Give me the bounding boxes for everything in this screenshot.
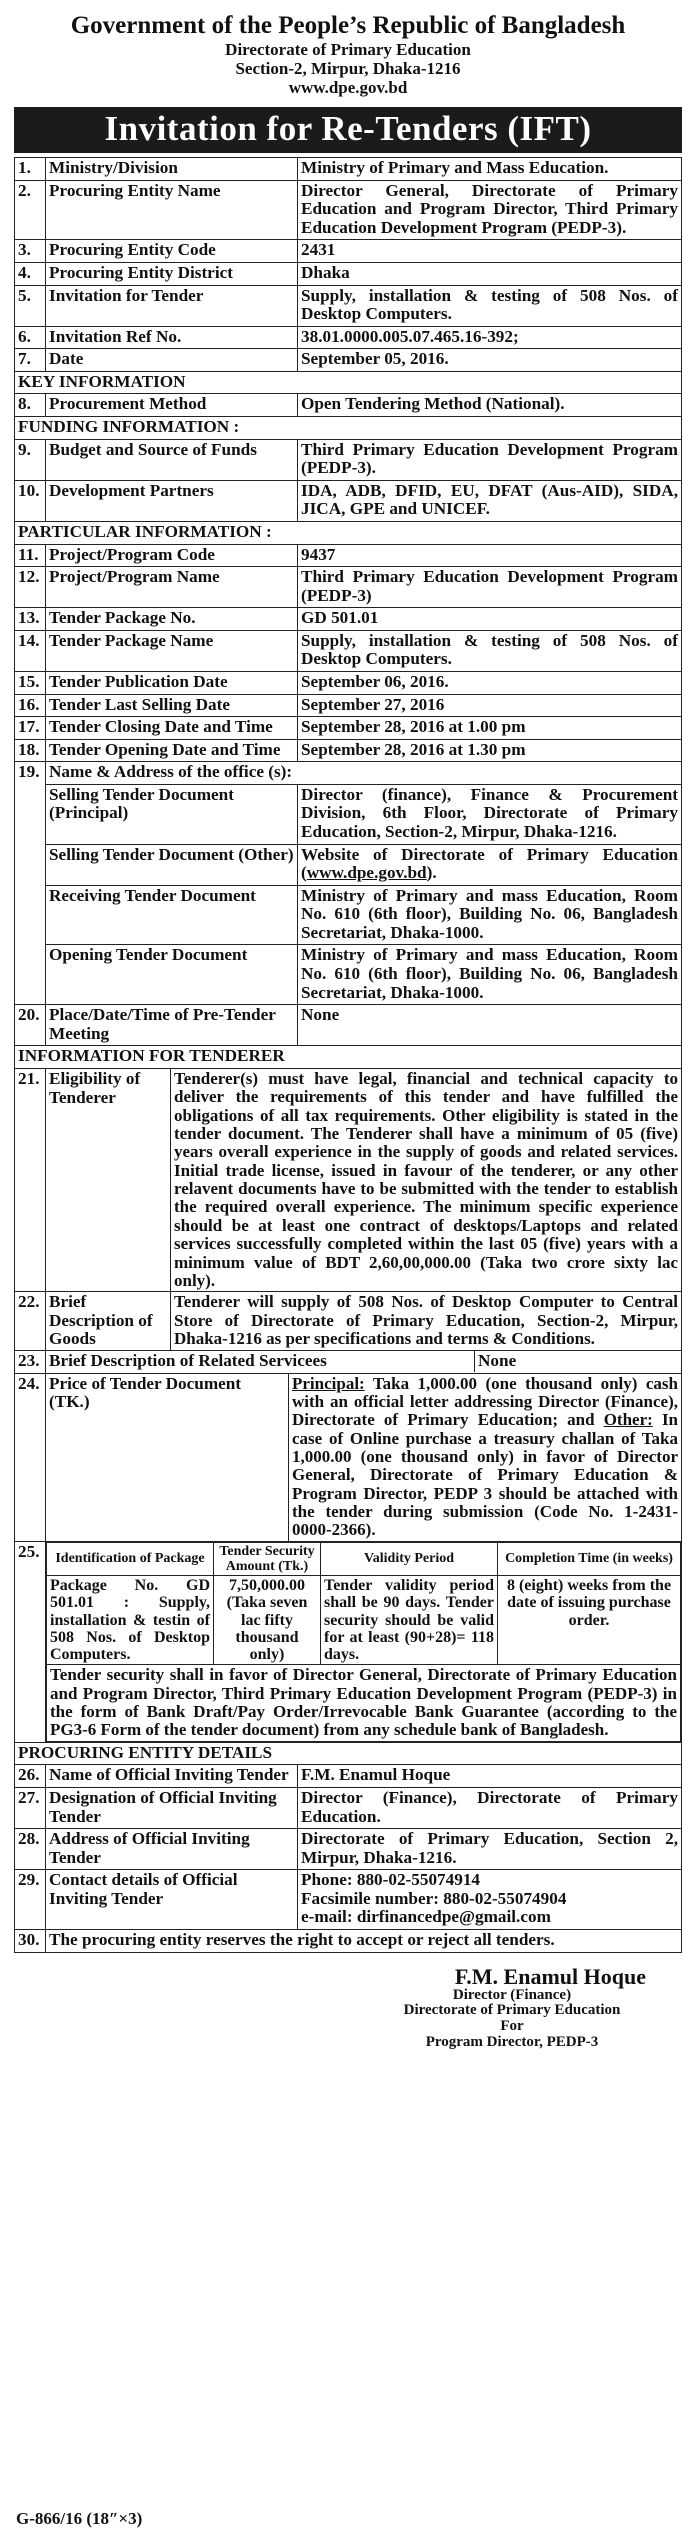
row-label: Selling Tender Document (Principal) bbox=[46, 784, 298, 844]
row-label: Invitation Ref No. bbox=[46, 326, 298, 349]
table-row bbox=[15, 1765, 682, 1788]
row-label: Place/Date/Time of Pre-Tender Meeting bbox=[46, 1005, 298, 1046]
table-row bbox=[15, 608, 682, 631]
row-number: 18. bbox=[15, 739, 46, 762]
table-row bbox=[15, 1541, 682, 1742]
row-label: Receiving Tender Document bbox=[46, 885, 298, 945]
security-amount-cell: 7,50,000.00 (Taka seven lac fifty thousand only) bbox=[214, 1576, 321, 1665]
tender-table bbox=[14, 157, 682, 1952]
table-row bbox=[15, 784, 682, 844]
row-number: 16. bbox=[15, 694, 46, 717]
row-value: Ministry of Primary and mass Education, Room No. 610 (6th floor), Building No. 06, Bangladesh Secretariat, Dhaka-1000. bbox=[298, 885, 682, 945]
services-table bbox=[46, 1351, 681, 1372]
row-content bbox=[46, 1541, 682, 1742]
column-header: Tender Security Amount (Tk.) bbox=[214, 1542, 321, 1575]
row-label: Procuring Entity District bbox=[46, 262, 298, 285]
security-header-row bbox=[47, 1542, 681, 1575]
row-label: Tender Closing Date and Time bbox=[46, 717, 298, 740]
signatory-name: F.M. Enamul Hoque bbox=[454, 1963, 646, 1989]
row-value: Tenderer(s) must have legal, financial and technical capacity to deliver the requirements of this tender and have fulfilled the obligations of all tax requirements. Other eligibility is stated in the tender document. The Tenderer shall have a minimum of 05 (five) years overall experience in the supply of goods and related services. Initial trade license, issued in favour of the tenderer, or any other relavent documents have to be submitted with the tender to establish the required overall experience. The minimum specific experience should be at least one contract of desktops/Laptops and related services successfully completed within the last 05 (five) years with a minimum value of BDT 2,60,00,000.00 (Taka two crore sixty lac only). bbox=[174, 1068, 678, 1290]
price-table bbox=[46, 1374, 681, 1541]
row-label: Ministry/Division bbox=[46, 158, 298, 181]
row-number: 14. bbox=[15, 630, 46, 671]
notice-header bbox=[14, 12, 682, 97]
row-number: 19. bbox=[15, 762, 46, 1005]
row-value bbox=[298, 844, 682, 885]
table-row bbox=[15, 1292, 682, 1351]
table-row bbox=[15, 1351, 682, 1374]
security-table bbox=[46, 1542, 681, 1742]
row-label: Tender Last Selling Date bbox=[46, 694, 298, 717]
security-data-row bbox=[47, 1576, 681, 1665]
row-value: Open Tendering Method (National). bbox=[298, 394, 682, 417]
row-value: Supply, installation & testing of 508 Nos. of Desktop Computers. bbox=[298, 630, 682, 671]
eligibility-table bbox=[46, 1069, 681, 1291]
table-row bbox=[15, 1829, 682, 1870]
row-label: Procurement Method bbox=[46, 394, 298, 417]
table-row bbox=[15, 1005, 682, 1046]
row-number: 30. bbox=[15, 1930, 46, 1953]
goods-table bbox=[46, 1292, 681, 1350]
row-value: 38.01.0000.005.07.465.16-392; bbox=[298, 326, 682, 349]
table-row bbox=[15, 439, 682, 480]
row-number: 29. bbox=[15, 1870, 46, 1930]
signatory-designation: Director (Finance) bbox=[452, 1986, 572, 2003]
row-value: September 28, 2016 at 1.30 pm bbox=[298, 739, 682, 762]
value-prefix: Website of Directorate of Primary Education ( bbox=[301, 844, 678, 883]
row-content bbox=[46, 1292, 682, 1351]
principal-text: Taka 1,000.00 (one thousand only) cash with an official letter addressing Director (Finance), Directorate of Primary Education; and bbox=[292, 1373, 678, 1430]
row-label: Development Partners bbox=[46, 480, 298, 521]
table-row bbox=[15, 844, 682, 885]
section-row-tenderer bbox=[15, 1046, 682, 1069]
row-label: Date bbox=[46, 349, 298, 372]
row-value: Directorate of Primary Education, Section 2, Mirpur, Dhaka-1216. bbox=[298, 1829, 682, 1870]
row-value: The procuring entity reserves the right to accept or reject all tenders. bbox=[46, 1930, 682, 1953]
directorate-name: Directorate of Primary Education bbox=[225, 40, 471, 59]
table-row bbox=[15, 762, 682, 785]
principal-label: Principal: bbox=[292, 1373, 365, 1393]
row-label: Designation of Official Inviting Tender bbox=[46, 1787, 298, 1828]
row-number: 11. bbox=[15, 544, 46, 567]
row-value: September 28, 2016 at 1.00 pm bbox=[298, 717, 682, 740]
row-label: Invitation for Tender bbox=[46, 285, 298, 326]
row-value: Tenderer will supply of 508 Nos. of Desktop Computer to Central Store of Directorate of Primary Education, Section-2, Mirpur, Dhaka-1216 as per specifications and terms & Conditions. bbox=[174, 1292, 678, 1348]
row-content bbox=[46, 1373, 682, 1541]
fax-number: Facsimile number: 880-02-55074904 bbox=[301, 1888, 567, 1908]
row-value: Director General, Directorate of Primary Education and Program Director, Third Primary Education Development Program (PEDP-3). bbox=[298, 180, 682, 240]
table-row bbox=[15, 717, 682, 740]
government-name: Government of the People’s Republic of Bangladesh bbox=[70, 12, 626, 39]
table-row bbox=[15, 739, 682, 762]
advertisement-code: G-866/16 (18″×3) bbox=[16, 2509, 143, 2528]
table-row bbox=[15, 544, 682, 567]
row-value: None bbox=[478, 1351, 517, 1370]
row-number: 13. bbox=[15, 608, 46, 631]
table-row bbox=[15, 1787, 682, 1828]
row-value bbox=[289, 1374, 682, 1541]
completion-cell: 8 (eight) weeks from the date of issuing purchase order. bbox=[498, 1576, 681, 1665]
row-label: Procuring Entity Code bbox=[46, 240, 298, 263]
table-row bbox=[15, 567, 682, 608]
row-number: 26. bbox=[15, 1765, 46, 1788]
signature-block bbox=[14, 1965, 682, 2051]
section-heading: PARTICULAR INFORMATION : bbox=[15, 521, 682, 544]
table-row bbox=[15, 394, 682, 417]
row-number: 20. bbox=[15, 1005, 46, 1046]
row-number: 12. bbox=[15, 567, 46, 608]
row-number: 23. bbox=[15, 1351, 46, 1374]
row-value: Ministry of Primary and Mass Education. bbox=[298, 158, 682, 181]
section-heading: FUNDING INFORMATION : bbox=[15, 417, 682, 440]
row-label: Procuring Entity Name bbox=[46, 180, 298, 240]
row-number: 4. bbox=[15, 262, 46, 285]
table-row bbox=[15, 694, 682, 717]
row-label: Project/Program Code bbox=[46, 544, 298, 567]
row-value: September 27, 2016 bbox=[298, 694, 682, 717]
row-value: F.M. Enamul Hoque bbox=[298, 1765, 682, 1788]
row-label: Budget and Source of Funds bbox=[46, 439, 298, 480]
row-value: 2431 bbox=[298, 240, 682, 263]
column-header: Completion Time (in weeks) bbox=[498, 1542, 681, 1575]
row-number: 2. bbox=[15, 180, 46, 240]
section-row-entity bbox=[15, 1742, 682, 1765]
row-number: 17. bbox=[15, 717, 46, 740]
package-cell: Package No. GD 501.01 : Supply, installation & testin of 508 Nos. of Desktop Computers. bbox=[47, 1576, 214, 1665]
table-row bbox=[15, 158, 682, 181]
row-label: Address of Official Inviting Tender bbox=[46, 1829, 298, 1870]
security-note: Tender security shall in favor of Director General, Directorate of Primary Education and Program Director, Third Primary Education Development Program (PEDP-3) in the form of Bank Draft/Pay Order/Irrevocable Bank Guarantee (according to the PG3-6 Form of the tender document) from any schedule bank of Bangladesh. bbox=[47, 1665, 681, 1741]
row-value: GD 501.01 bbox=[298, 608, 682, 631]
value-suffix: ). bbox=[426, 863, 437, 883]
row-label: Tender Opening Date and Time bbox=[46, 739, 298, 762]
table-row bbox=[15, 1870, 682, 1930]
row-number: 6. bbox=[15, 326, 46, 349]
row-value: Ministry of Primary and mass Education, Room No. 610 (6th floor), Building No. 06, Bangladesh Secretariat, Dhaka-1000. bbox=[298, 945, 682, 1005]
table-row bbox=[15, 630, 682, 671]
section-heading: KEY INFORMATION bbox=[15, 371, 682, 394]
row-number: 7. bbox=[15, 349, 46, 372]
notice-title: Invitation for Re-Tenders (IFT) bbox=[14, 107, 682, 153]
signatory-for: For bbox=[500, 2018, 524, 2035]
row-label: Selling Tender Document (Other) bbox=[46, 844, 298, 885]
row-number: 8. bbox=[15, 394, 46, 417]
row-value: Third Primary Education Development Program (PEDP-3) bbox=[298, 567, 682, 608]
directorate-address: Section-2, Mirpur, Dhaka-1216 bbox=[235, 59, 461, 79]
row-number: 9. bbox=[15, 439, 46, 480]
table-row bbox=[15, 945, 682, 1005]
row-number: 3. bbox=[15, 240, 46, 263]
row-number: 28. bbox=[15, 1829, 46, 1870]
row-value bbox=[298, 1870, 682, 1930]
other-label: Other: bbox=[603, 1410, 653, 1430]
row-number: 21. bbox=[15, 1068, 46, 1291]
row-label: Brief Description of Goods bbox=[46, 1292, 171, 1350]
row-content bbox=[46, 1068, 682, 1291]
row-label: Brief Description of Related Servicees bbox=[46, 1351, 475, 1372]
table-row bbox=[15, 326, 682, 349]
row-value: Supply, installation & testing of 508 Nos. of Desktop Computers. bbox=[298, 285, 682, 326]
row-number: 25. bbox=[15, 1541, 46, 1742]
row-number: 27. bbox=[15, 1787, 46, 1828]
table-row bbox=[15, 180, 682, 240]
row-label: Opening Tender Document bbox=[46, 945, 298, 1005]
phone-number: Phone: 880-02-55074914 bbox=[301, 1870, 481, 1890]
row-label: Name of Official Inviting Tender bbox=[46, 1765, 298, 1788]
row-number: 1. bbox=[15, 158, 46, 181]
row-value: IDA, ADB, DFID, EU, DFAT (Aus-AID), SIDA, JICA, GPE and UNICEF. bbox=[298, 480, 682, 521]
row-value: Dhaka bbox=[298, 262, 682, 285]
row-label: Price of Tender Document (TK.) bbox=[46, 1374, 289, 1541]
other-text: In case of Online purchase a treasury challan of Taka 1,000.00 (one thousand only) in favor of Director General, Directorate of Primary Education & Program Director, PEDP 3 should be attached with the tender during submission (Code No. 1-2431-0000-2366). bbox=[292, 1410, 679, 1540]
row-heading: Name & Address of the office (s): bbox=[46, 762, 682, 785]
column-header: Validity Period bbox=[321, 1542, 498, 1575]
row-value: September 05, 2016. bbox=[298, 349, 682, 372]
row-label: Contact details of Official Inviting Tender bbox=[46, 1870, 298, 1930]
table-row bbox=[15, 1373, 682, 1541]
row-value: Director (finance), Finance & Procurement Division, 6th Floor, Directorate of Primary Education, Section-2, Mirpur, Dhaka-1216. bbox=[298, 784, 682, 844]
section-row-particular bbox=[15, 521, 682, 544]
row-value: September 06, 2016. bbox=[298, 671, 682, 694]
row-value: 9437 bbox=[298, 544, 682, 567]
table-row bbox=[15, 1930, 682, 1953]
section-heading: PROCURING ENTITY DETAILS bbox=[15, 1742, 682, 1765]
table-row bbox=[15, 240, 682, 263]
security-note-row bbox=[47, 1665, 681, 1741]
table-row bbox=[15, 885, 682, 945]
row-label: Eligibility of Tenderer bbox=[46, 1069, 171, 1291]
row-number: 5. bbox=[15, 285, 46, 326]
signatory-program: Program Director, PEDP-3 bbox=[425, 2033, 599, 2050]
row-content bbox=[46, 1351, 682, 1374]
table-row bbox=[15, 1068, 682, 1291]
row-number: 10. bbox=[15, 480, 46, 521]
table-row bbox=[15, 349, 682, 372]
validity-cell: Tender validity period shall be 90 days. Tender security should be valid for at least (90+28)= 118 days. bbox=[321, 1576, 498, 1665]
row-label: Tender Package Name bbox=[46, 630, 298, 671]
section-heading: INFORMATION FOR TENDERER bbox=[15, 1046, 682, 1069]
row-value: Third Primary Education Development Program (PEDP-3). bbox=[298, 439, 682, 480]
row-label: Tender Publication Date bbox=[46, 671, 298, 694]
email-address[interactable]: e-mail: dirfinancedpe@gmail.com bbox=[301, 1907, 551, 1927]
table-row bbox=[15, 480, 682, 521]
row-number: 15. bbox=[15, 671, 46, 694]
row-value: None bbox=[298, 1005, 682, 1046]
row-label: Project/Program Name bbox=[46, 567, 298, 608]
website-link[interactable]: www.dpe.gov.bd bbox=[306, 863, 427, 883]
website-link[interactable]: www.dpe.gov.bd bbox=[288, 78, 408, 98]
section-row-funding bbox=[15, 417, 682, 440]
table-row bbox=[15, 262, 682, 285]
section-row-key-information bbox=[15, 371, 682, 394]
row-value: Director (Finance), Directorate of Primary Education. bbox=[298, 1787, 682, 1828]
row-label: Tender Package No. bbox=[46, 608, 298, 631]
column-header: Identification of Package bbox=[47, 1542, 214, 1575]
signatory-office: Directorate of Primary Education bbox=[403, 2002, 621, 2019]
row-number: 22. bbox=[15, 1292, 46, 1351]
table-row bbox=[15, 285, 682, 326]
table-row bbox=[15, 671, 682, 694]
row-number: 24. bbox=[15, 1373, 46, 1541]
